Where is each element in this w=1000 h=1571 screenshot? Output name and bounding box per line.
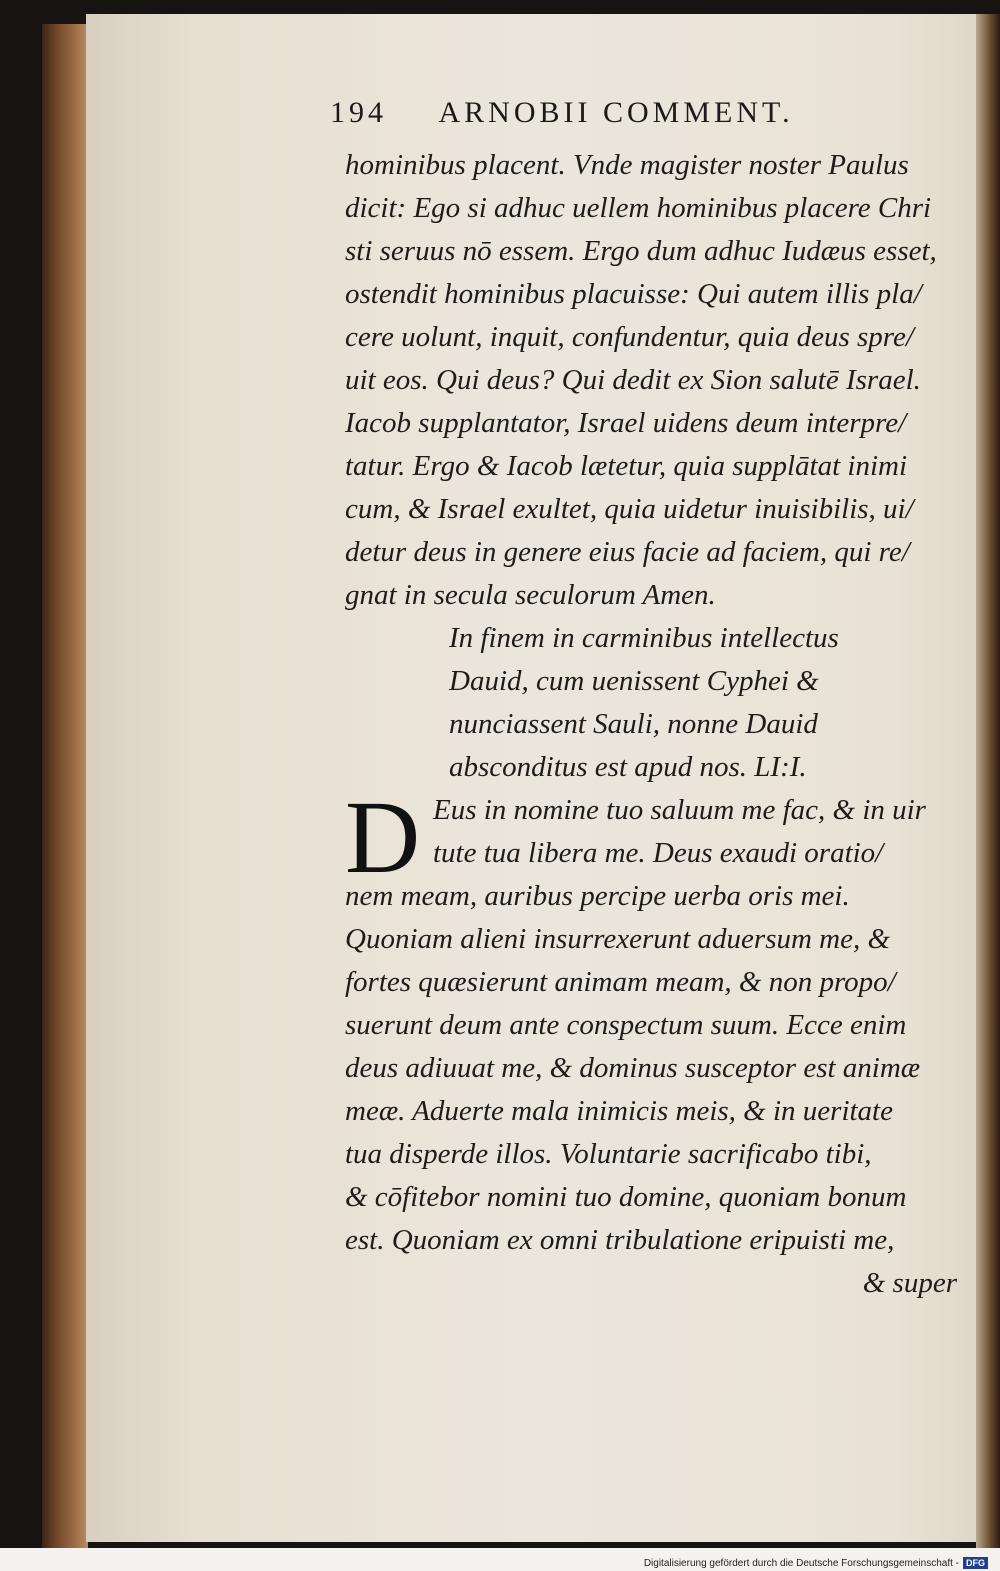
page-gutter-shadow <box>976 14 1000 1548</box>
page-number: 194 <box>330 96 387 129</box>
psalm-title-line: Dauid, cum uenissent Cyphei & <box>449 665 819 697</box>
text-line: suerunt deum ante conspectum suum. Ecce enim <box>345 1009 907 1041</box>
text-line: deus adiuuat me, & dominus susceptor est animæ <box>345 1052 921 1084</box>
text-line: & cōfitebor nomini tuo domine, quoniam bonum <box>345 1181 907 1213</box>
text-line: sti seruus nō essem. Ergo dum adhuc Iudæus esset, <box>345 235 937 267</box>
psalm-title-line: absconditus est apud nos. LI:I. <box>449 751 807 783</box>
text-line: ostendit hominibus placuisse: Qui autem illis pla/ <box>345 278 922 310</box>
text-line: nem meam, auribus percipe uerba oris mei. <box>345 880 850 912</box>
text-line: Quoniam alieni insurrexerunt aduersum me, & <box>345 923 891 955</box>
footer-credit: Digitalisierung gefördert durch die Deutsche Forschungsgemeinschaft - <box>643 1557 959 1569</box>
psalm-title-line: nunciassent Sauli, nonne Dauid <box>449 708 818 740</box>
text-line: dicit: Ego si adhuc uellem hominibus placere Chri <box>345 192 932 224</box>
text-line: gnat in secula seculorum Amen. <box>345 579 716 611</box>
text-line: meæ. Aduerte mala inimicis meis, & in ueritate <box>345 1095 893 1127</box>
digitization-footer <box>644 1556 988 1570</box>
dfg-logo: DFG <box>963 1557 988 1569</box>
running-head-title: ARNOBII COMMENT. <box>438 96 794 129</box>
text-line: tute tua libera me. Deus exaudi oratio/ <box>433 837 884 869</box>
text-line: tua disperde illos. Voluntarie sacrificabo tibi, <box>345 1138 872 1170</box>
text-line: hominibus placent. Vnde magister noster Paulus <box>345 149 909 181</box>
running-head <box>330 96 970 136</box>
text-line: Iacob supplantator, Israel uidens deum interpre/ <box>345 407 907 439</box>
drop-cap-initial: D <box>345 780 421 895</box>
commentary-paragraph <box>345 144 965 617</box>
text-line: detur deus in genere eius facie ad faciem, qui re/ <box>345 536 910 568</box>
text-line: cere uolunt, inquit, confundentur, quia deus spre/ <box>345 321 914 353</box>
text-line: cum, & Israel exultet, quia uidetur inuisibilis, ui/ <box>345 493 914 525</box>
text-line: uit eos. Qui deus? Qui dedit ex Sion salutē Israel. <box>345 364 921 396</box>
body-text <box>345 144 965 1305</box>
text-line: est. Quoniam ex omni tribulatione eripuisti me, <box>345 1224 895 1256</box>
book-fore-edge <box>42 24 88 1548</box>
text-line: fortes quæsierunt animam meam, & non propo/ <box>345 966 896 998</box>
psalm-text <box>345 780 965 1305</box>
psalm-title-line: In finem in carminibus intellectus <box>449 622 839 654</box>
psalm-title <box>345 617 965 789</box>
text-line: Eus in nomine tuo saluum me fac, & in uir <box>433 794 926 826</box>
catchword: & super <box>862 1267 957 1299</box>
text-line: tatur. Ergo & Iacob lætetur, quia supplātat inimi <box>345 450 908 482</box>
